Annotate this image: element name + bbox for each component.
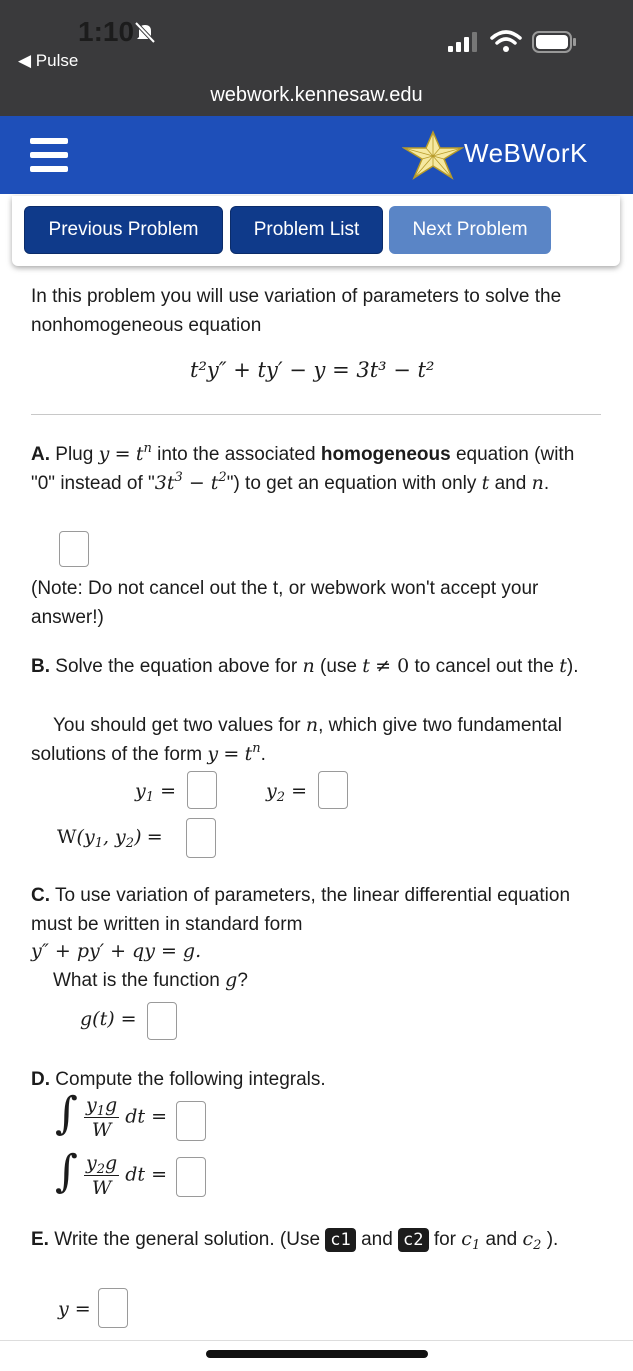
g-label: g(t) = [80, 1008, 137, 1030]
part-b-label: B. [31, 656, 50, 677]
y1-label: $y_1$ = [135, 780, 176, 805]
y2-label: $y_2$ = [266, 780, 307, 805]
part-c-text: C. To use variation of parameters, the linear differential equation must be written in standard form [31, 885, 571, 935]
next-problem-button[interactable]: Next Problem [389, 206, 551, 254]
integral-sign-2: ∫ [55, 1146, 78, 1197]
address-bar-url[interactable]: webwork.kennesaw.edu [210, 84, 423, 106]
divider [31, 414, 601, 415]
back-to-app-link[interactable]: ◀ Pulse [18, 51, 79, 70]
battery-icon [532, 30, 578, 54]
answer-input-wronskian[interactable] [186, 818, 216, 858]
main-equation: t²y″ + ty′ − y = 3t³ − t² [190, 358, 435, 382]
y-general-label: y = [58, 1298, 91, 1320]
part-c-question: What is the function g? [53, 969, 248, 991]
integrand-1: $\frac{y_1g}{W}$ dt = [86, 1094, 167, 1141]
part-e-text: E. Write the general solution. (Use c1 and c2 for $c_1$ and $c_2$ ). [31, 1228, 559, 1253]
answer-input-y1[interactable] [187, 771, 217, 809]
part-a-text: A. Plug $y = t^n$ into the associated homogeneous equation (with "0" instead of "$3t^3$ − $t^2$") to get an equation with only t and n. [31, 441, 575, 494]
bell-muted-icon [133, 20, 157, 44]
home-indicator[interactable] [206, 1350, 428, 1358]
part-d-label: D. [31, 1069, 50, 1090]
integral-sign-1: ∫ [55, 1088, 78, 1139]
part-a-label: A. [31, 444, 50, 465]
divider [0, 1340, 633, 1341]
menu-icon[interactable] [30, 138, 68, 172]
part-e-label: E. [31, 1229, 49, 1250]
part-c-label: C. [31, 885, 50, 906]
webwork-logo-icon [402, 130, 464, 180]
part-a-note: (Note: Do not cancel out the t, or webwork won't accept your answer!) [31, 578, 539, 628]
wifi-icon [490, 29, 522, 53]
standard-form-equation: y″ + py′ + qy = g. [31, 940, 202, 962]
intro-text: In this problem you will use variation of parameters to solve the nonhomogeneous equation [31, 286, 562, 336]
problem-nav-bar [12, 196, 620, 266]
answer-input-g[interactable] [147, 1002, 177, 1040]
answer-input-y2[interactable] [318, 771, 348, 809]
integrand-2: $\frac{y_2g}{W}$ dt = [86, 1152, 167, 1199]
cellular-signal-icon [446, 31, 482, 53]
part-d-text: D. Compute the following integrals. [31, 1069, 326, 1090]
answer-input-integral-1[interactable] [176, 1101, 206, 1141]
brand-name[interactable]: WeBWorK [464, 138, 588, 168]
part-b-text: B. Solve the equation above for n (use t ≠ 0 to cancel out the t). [31, 655, 579, 677]
previous-problem-button[interactable]: Previous Problem [24, 206, 223, 254]
answer-input-general-solution[interactable] [98, 1288, 128, 1328]
c1-token: c1 [325, 1228, 355, 1252]
answer-input-integral-2[interactable] [176, 1157, 206, 1197]
part-b-text-2: You should get two values for n, which give two fundamental solutions of the form $y = t^n$. [31, 714, 563, 765]
problem-list-button[interactable]: Problem List [230, 206, 383, 254]
clock: 1:10 [78, 16, 135, 47]
answer-input-a[interactable] [59, 531, 89, 567]
c2-token: c2 [398, 1228, 428, 1252]
wronskian-label: $W(y_1$, $y_2$) = [57, 826, 163, 851]
